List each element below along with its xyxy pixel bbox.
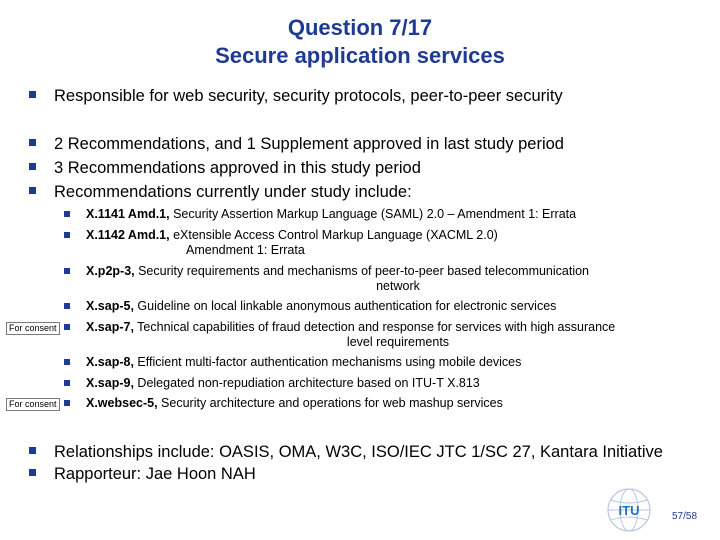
rec-code: X.websec-5, <box>86 396 158 410</box>
title-line-2: Secure application services <box>215 43 505 68</box>
rec-code: X.1142 Amd.1, <box>86 228 170 242</box>
bullet-last-period <box>29 132 564 156</box>
title-line-1: Question 7/17 <box>287 15 433 40</box>
sub-item <box>64 299 710 314</box>
rec-code: X.sap-7, <box>86 320 134 334</box>
bullet-text: Rapporteur: Jae Hoon NAH <box>54 465 256 483</box>
bullet-text: Relationships include: OASIS, OMA, W3C, ISO/IEC JTC 1/SC 27, Kantara Initiative <box>54 443 663 461</box>
rec-title-cont: level requirements <box>346 334 450 349</box>
bullet-relationships <box>29 440 663 464</box>
logo-text: ITU <box>618 503 640 518</box>
rec-title: Guideline on local linkable anonymous authentication for electronic services <box>133 299 557 313</box>
sub-item <box>64 355 710 370</box>
sub-item <box>64 320 710 349</box>
rec-title: Security Assertion Markup Language (SAML) 2.0 – Amendment 1: Errata <box>169 207 577 221</box>
square-bullet-icon <box>29 139 36 146</box>
sub-item <box>64 264 710 293</box>
rec-title: Delegated non-repudiation architecture based on ITU-T X.813 <box>133 376 480 390</box>
square-bullet-icon <box>64 303 70 309</box>
rec-title-cont: Amendment 1: Errata <box>186 242 305 257</box>
square-bullet-icon <box>64 380 70 386</box>
square-bullet-icon <box>29 447 36 454</box>
bullet-text: Recommendations currently under study include: <box>54 183 412 201</box>
square-bullet-icon <box>29 163 36 170</box>
sub-item <box>64 376 710 391</box>
square-bullet-icon <box>64 324 70 330</box>
square-bullet-icon <box>64 359 70 365</box>
rec-code: X.p2p-3, <box>86 264 135 278</box>
square-bullet-icon <box>64 400 70 406</box>
bullet-responsibility <box>29 84 563 108</box>
rec-code: X.1141 Amd.1, <box>86 207 170 221</box>
rec-title: eXtensible Access Control Markup Language (XACML 2.0) <box>169 228 498 242</box>
rec-code: X.sap-8, <box>86 355 134 369</box>
sub-item <box>64 207 710 222</box>
rec-code: X.sap-9, <box>86 376 134 390</box>
bullet-text: 2 Recommendations, and 1 Supplement approved in last study period <box>54 135 564 153</box>
rec-code: X.sap-5, <box>86 299 134 313</box>
square-bullet-icon <box>64 211 70 217</box>
bullet-text: Responsible for web security, security protocols, peer-to-peer security <box>54 87 563 105</box>
bullet-under-study <box>29 180 412 204</box>
bullet-this-period <box>29 156 421 180</box>
consent-label: For consent <box>6 322 60 335</box>
itu-logo-icon <box>606 487 652 533</box>
bullet-text: 3 Recommendations approved in this study period <box>54 159 421 177</box>
rec-title: Security architecture and operations for web mashup services <box>157 396 503 410</box>
rec-title: Security requirements and mechanisms of peer-to-peer based telecommunication <box>134 264 590 278</box>
bullet-rapporteur <box>29 462 256 486</box>
square-bullet-icon <box>29 91 36 98</box>
square-bullet-icon <box>29 469 36 476</box>
sub-item <box>64 396 710 411</box>
consent-label: For consent <box>6 398 60 411</box>
slide-title <box>0 14 720 70</box>
sub-item <box>64 228 710 257</box>
square-bullet-icon <box>64 232 70 238</box>
square-bullet-icon <box>29 187 36 194</box>
rec-title: Technical capabilities of fraud detection and response for services with high assurance <box>133 320 616 334</box>
rec-title: Efficient multi-factor authentication mechanisms using mobile devices <box>133 355 522 369</box>
rec-title-cont: network <box>376 278 420 293</box>
square-bullet-icon <box>64 268 70 274</box>
page-number: 57/58 <box>672 511 698 522</box>
